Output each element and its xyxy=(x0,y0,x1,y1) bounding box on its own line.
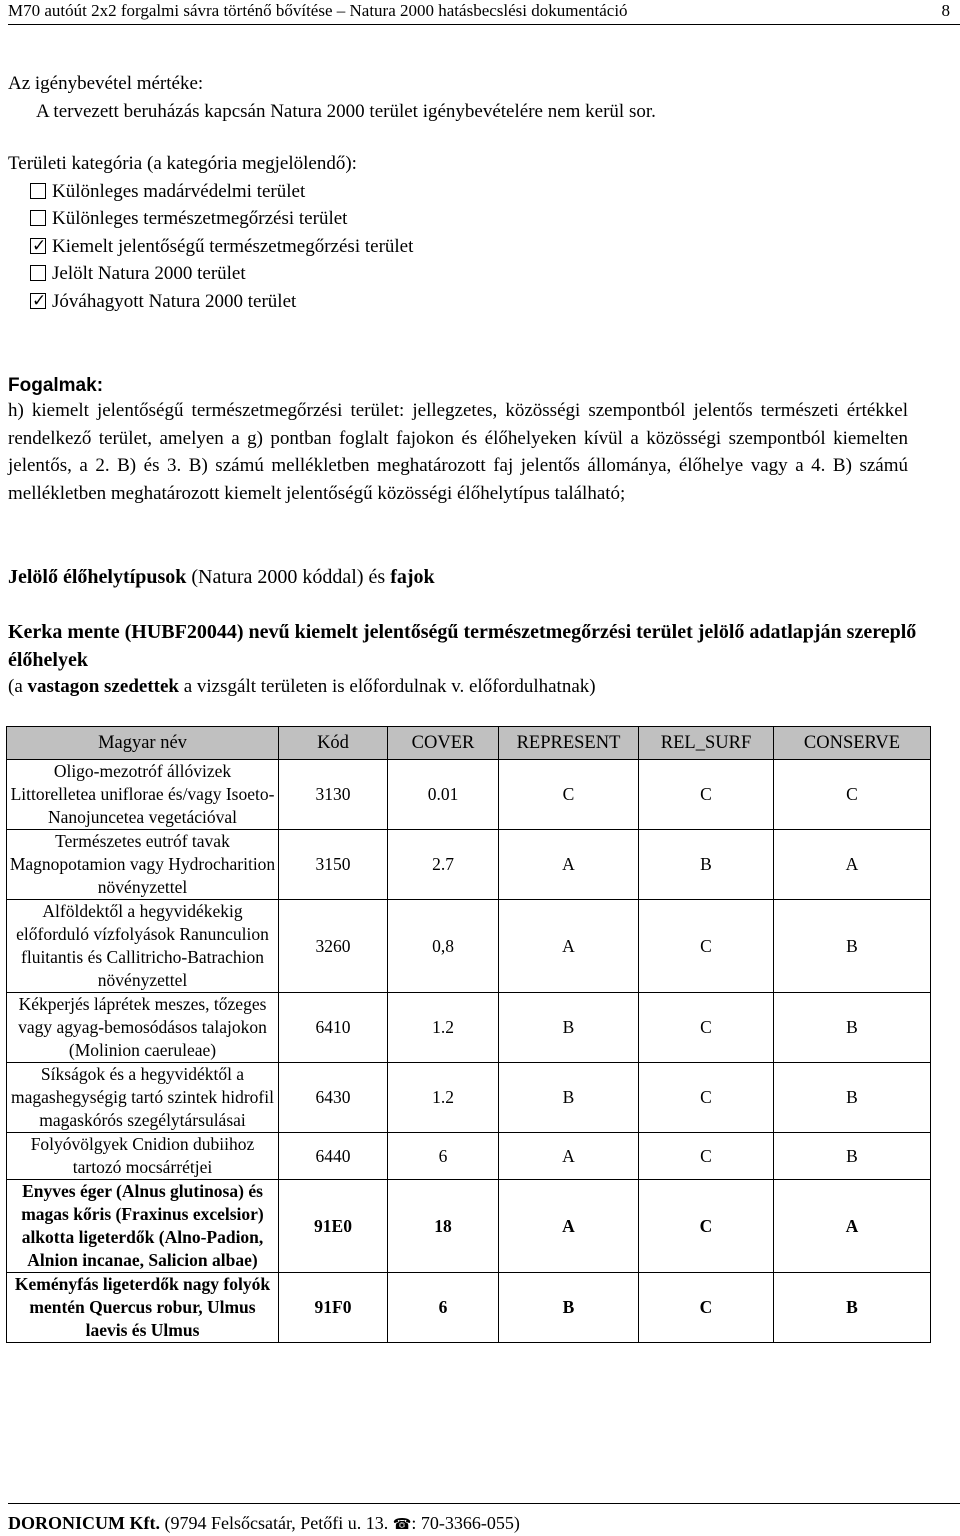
checked-checkbox-icon xyxy=(30,238,46,254)
category-item xyxy=(8,260,948,288)
cell-code: 6430 xyxy=(279,1063,388,1133)
cell-cover: 2.7 xyxy=(388,830,499,900)
category-item xyxy=(8,288,948,316)
category-item-label: Jelölt Natura 2000 terület xyxy=(52,263,246,284)
cell-name: Keményfás ligeterdők nagy folyók mentén Quercus robur, Ulmus laevis és Ulmus xyxy=(7,1273,279,1343)
nominated-middle: (Natura 2000 kóddal) és xyxy=(186,566,391,588)
category-list xyxy=(8,178,948,316)
table-row xyxy=(7,1273,931,1343)
cell-conserve: B xyxy=(774,1133,931,1180)
cell-code: 91E0 xyxy=(279,1180,388,1273)
cell-conserve: B xyxy=(774,1063,931,1133)
table-row xyxy=(7,900,931,993)
cell-code: 3130 xyxy=(279,760,388,830)
telephone-icon: ☎ xyxy=(392,1515,412,1533)
table-row xyxy=(7,993,931,1063)
category-item-label: Kiemelt jelentőségű természetmegőrzési terület xyxy=(52,235,414,257)
col-header-conserve: CONSERVE xyxy=(774,727,931,760)
table-row xyxy=(7,830,931,900)
cell-conserve: A xyxy=(774,830,931,900)
category-item xyxy=(8,205,948,233)
cell-code: 91F0 xyxy=(279,1273,388,1343)
cell-rel-surf: B xyxy=(639,830,774,900)
cell-cover: 18 xyxy=(388,1180,499,1273)
nominated-habitats-label: Jelölő élőhelytípusok xyxy=(8,566,187,588)
category-item-label: Jóváhagyott Natura 2000 terület xyxy=(52,290,297,312)
cell-name: Folyóvölgyek Cnidion dubiihoz tartozó mocsárrétjei xyxy=(7,1133,279,1180)
cell-conserve: B xyxy=(774,1273,931,1343)
cell-represent: B xyxy=(499,993,639,1063)
cell-represent: B xyxy=(499,1273,639,1343)
empty-checkbox-icon xyxy=(30,210,46,226)
cell-represent: A xyxy=(499,1180,639,1273)
nominated-species-label: fajok xyxy=(390,566,435,588)
table-body xyxy=(7,760,931,1343)
cell-conserve: B xyxy=(774,900,931,993)
cell-cover: 6 xyxy=(388,1133,499,1180)
cell-represent: C xyxy=(499,760,639,830)
table-row xyxy=(7,1063,931,1133)
table-row xyxy=(7,1133,931,1180)
cell-rel-surf: C xyxy=(639,993,774,1063)
cell-cover: 1.2 xyxy=(388,993,499,1063)
cell-code: 3260 xyxy=(279,900,388,993)
cell-conserve: C xyxy=(774,760,931,830)
page-number: 8 xyxy=(941,1,950,20)
cell-conserve: A xyxy=(774,1180,931,1273)
nominated-heading xyxy=(8,563,948,592)
category-item-label: Különleges természetmegőrzési terület xyxy=(52,208,348,229)
category-item-label: Különleges madárvédelmi terület xyxy=(52,180,306,202)
cell-rel-surf: C xyxy=(639,900,774,993)
cell-conserve: B xyxy=(774,993,931,1063)
category-item xyxy=(8,178,948,206)
cell-represent: A xyxy=(499,830,639,900)
empty-checkbox-icon xyxy=(30,265,46,281)
table-header-row xyxy=(7,727,931,760)
usage-section xyxy=(8,70,948,125)
cell-name: Síkságok és a hegyvidéktől a magashegységig tartó szintek hidrofil magaskórós szegélytársulásai xyxy=(7,1063,279,1133)
cell-rel-surf: C xyxy=(639,1133,774,1180)
cell-represent: A xyxy=(499,1133,639,1180)
habitat-table xyxy=(6,726,931,1343)
company-address: (9794 Felsőcsatár, Petőfi u. 13. xyxy=(159,1513,393,1533)
cell-rel-surf: C xyxy=(639,1273,774,1343)
cell-name: Enyves éger (Alnus glutinosa) és magas kőris (Fraxinus excelsior) alkotta ligeterdők (Alno-Padion, Alnion incanae, Salicion albae) xyxy=(7,1180,279,1273)
company-phone: : 70-3366-055) xyxy=(411,1513,520,1533)
usage-text: A tervezett beruházás kapcsán Natura 2000 terület igénybevételére nem kerül sor. xyxy=(36,100,656,122)
cell-cover: 0,8 xyxy=(388,900,499,993)
table-row xyxy=(7,760,931,830)
checked-checkbox-icon xyxy=(30,293,46,309)
cell-represent: B xyxy=(499,1063,639,1133)
category-item xyxy=(8,233,948,261)
cell-code: 3150 xyxy=(279,830,388,900)
cell-name: Természetes eutróf tavak Magnopotamion vagy Hydrocharition növényzettel xyxy=(7,830,279,900)
col-header-cover: COVER xyxy=(388,727,499,760)
cell-rel-surf: C xyxy=(639,1063,774,1133)
col-header-rel-surf: REL_SURF xyxy=(639,727,774,760)
company-name: DORONICUM Kft. xyxy=(8,1513,160,1533)
site-title: Kerka mente (HUBF20044) nevű kiemelt jelentőségű természetmegőrzési terület jelölő adatlapján szereplő élőhelyek xyxy=(8,621,917,671)
concepts-definition: h) kiemelt jelentőségű természetmegőrzési terület: jellegzetes, közösségi szempontból jelentős természeti értékkel rendelkező terület, amelyen a g) pontban foglalt fajokon és élőhelyeken kívül a közösségi szempontból kiemelten jelentős, a 2. B) és 3. B) számú mellékletben meghatározott faj jelentős állománya, élőhelye vagy a 4. B) számú mellékletben meghatározott kiemelt jelentőségű közösségi élőhelytípus található; xyxy=(8,400,908,504)
page-footer xyxy=(8,1503,960,1536)
col-header-name: Magyar név xyxy=(7,727,279,760)
cell-name: Alföldektől a hegyvidékekig előforduló vízfolyások Ranunculion fluitantis és Callitricho-Batrachion növényzettel xyxy=(7,900,279,993)
cell-rel-surf: C xyxy=(639,1180,774,1273)
cell-name: Kékperjés láprétek meszes, tőzeges vagy agyag-bemosódásos talajokon (Molinion caeruleae) xyxy=(7,993,279,1063)
concepts-heading: Fogalmak: xyxy=(8,375,104,396)
document-title: M70 autóút 2x2 forgalmi sávra történő bővítése – Natura 2000 hatásbecslési dokumentáció xyxy=(8,1,628,20)
cell-code: 6410 xyxy=(279,993,388,1063)
bold-note: (a vastagon szedettek a vizsgált területen is előfordulnak v. előfordulhatnak) xyxy=(8,676,596,697)
category-heading: Területi kategória (a kategória megjelölendő): xyxy=(8,153,357,174)
cell-name: Oligo-mezotróf állóvizek Littorelletea uniflorae és/vagy Isoeto-Nanojuncetea vegetációval xyxy=(7,760,279,830)
cell-represent: A xyxy=(499,900,639,993)
cell-rel-surf: C xyxy=(639,760,774,830)
usage-heading: Az igénybevétel mértéke: xyxy=(8,73,204,94)
col-header-represent: REPRESENT xyxy=(499,727,639,760)
category-section xyxy=(8,150,948,315)
page-header xyxy=(8,0,960,25)
cell-cover: 0.01 xyxy=(388,760,499,830)
cell-code: 6440 xyxy=(279,1133,388,1180)
empty-checkbox-icon xyxy=(30,183,46,199)
col-header-code: Kód xyxy=(279,727,388,760)
bold-note-emphasis: vastagon szedettek xyxy=(27,676,179,697)
cell-cover: 1.2 xyxy=(388,1063,499,1133)
table-row xyxy=(7,1180,931,1273)
cell-cover: 6 xyxy=(388,1273,499,1343)
